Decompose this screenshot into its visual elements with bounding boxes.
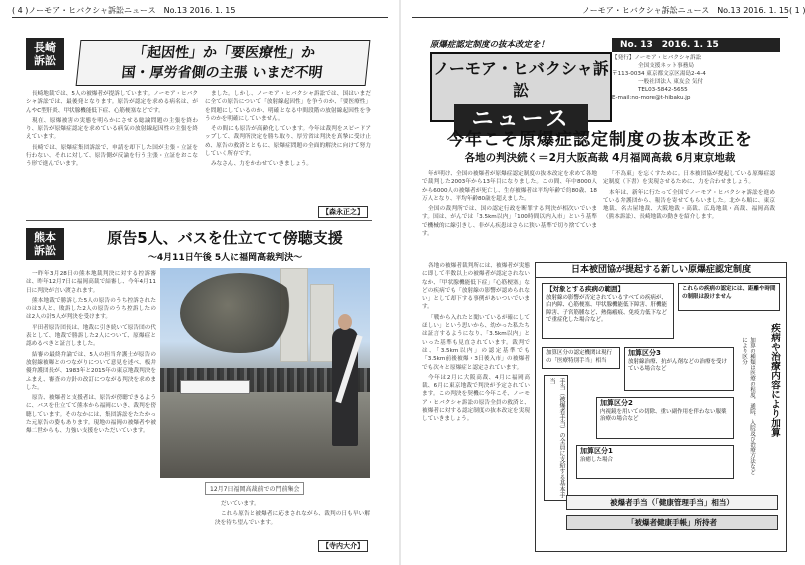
publisher-line: 一般社団法人 東友会 気付 bbox=[638, 79, 704, 85]
main-headline: 今年こそ原爆症認定制度の抜本改正を bbox=[447, 130, 753, 150]
diagram-bottom-bar-1: 被爆者手当（「健康管理手当」相当） bbox=[566, 495, 778, 510]
paragraph: 平田者原告団長は、地裁に引き続いて原告団の代表として、地裁で勝訴した2人について、原爆症と認めるべきと証言しました。 bbox=[26, 324, 156, 348]
diagram-target-box bbox=[542, 283, 674, 339]
building-shape bbox=[310, 284, 334, 362]
vertical-right-text: 加算の種類は医療の程度、通院、入院及び治療方法などにより区分 bbox=[741, 337, 755, 475]
diagram-target-title: 【対象とする疾病の範囲】 bbox=[546, 285, 624, 293]
paragraph: 年が明け、全国の被爆者が原爆症認定制度の抜本改定を求めて各地で裁判した2003年から13年目になりました。この間、年中8000人から6000人の被爆者が死亡し、生存被爆者は平均年齢で約80歳、18万人となり、平均年齢80歳を超えました。 bbox=[422, 171, 597, 202]
paragraph: 長崎では、原爆症集団訴訟で、申請を却下した国が主張・立証を行わない、それに対して、原告側が反論を行う主張・立証をおこなう形で進んでいます。 bbox=[26, 144, 198, 168]
nagasaki-headline-line2: 国・厚労省側の主張 いまだ不明 bbox=[120, 65, 324, 81]
level1-text: 治癒した場合 bbox=[580, 456, 614, 463]
kicker-text: 原爆症認定制度の抜本改定を！ bbox=[430, 40, 550, 50]
sub-headline: 各地の判決続く＝2月大阪高裁 4月福岡高裁 6月東京地裁 bbox=[464, 152, 736, 164]
diagram-note-box: これらの疾病の認定には、距離や時間の制限は設けません bbox=[678, 283, 780, 311]
publisher-info bbox=[612, 54, 772, 102]
paragraph: 結審の最終弁論では、5人の担当弁護士が原告の放射線被曝とのつながりについて意見を述べ、板井優弁護団長が、1983年と2015年の東京地裁判決をふまえ、審査の方針の改訂につながる判決を求めました。 bbox=[26, 351, 156, 391]
main-body-column-2 bbox=[603, 170, 775, 260]
section-divider bbox=[26, 220, 372, 221]
banner-shape bbox=[180, 380, 250, 394]
masthead-line2: ニュース bbox=[454, 104, 588, 136]
nagasaki-label-line2: 訴訟 bbox=[34, 54, 56, 67]
paragraph: 今年は2月に大阪高裁、4月に福岡高裁、6月に東京地裁で判決が予定されています。この判決を契機に今年こそ、ノーモア・ヒバクシャ訴訟の原告全員の救済と、被爆者に対する認定制度の抜本改定を実現していきましょう。 bbox=[422, 374, 530, 423]
nagasaki-label-line1: 長崎 bbox=[34, 41, 56, 54]
level1-title: 加算区分1 bbox=[580, 447, 613, 455]
diagram-level-3 bbox=[624, 347, 734, 391]
kumamoto-column-1 bbox=[26, 270, 156, 550]
paragraph: 長崎地裁では、5人の被爆者が提訴しています。ノーモア・ヒバクシャ訴訟では、最後発となります。原告が認定を求める病名は、がんやC型肝炎、甲状腺機能低下症、心筋梗塞などです。 bbox=[26, 91, 198, 114]
masthead bbox=[430, 52, 612, 132]
masthead-line1: ノーモア・ヒバクシャ訴訟 bbox=[433, 59, 609, 100]
diagram-level-1 bbox=[576, 445, 734, 479]
right-page-number: ( 1 ) bbox=[789, 6, 805, 15]
nagasaki-signature: 【森永正之】 bbox=[318, 206, 368, 218]
publisher-line: E-mail:no-more@t-hibaku.jp bbox=[612, 95, 691, 101]
nagasaki-label bbox=[26, 38, 64, 70]
vertical-right-title: 疾病や治療内容により加算 bbox=[769, 323, 780, 437]
publisher-line: TEL03-5842-5655 bbox=[638, 87, 688, 93]
right-page-header bbox=[412, 4, 805, 18]
left-page-header bbox=[12, 4, 388, 18]
publisher-line: 【発行】ノーモア・ヒバクシャ訴訟 bbox=[612, 55, 702, 61]
diagram-vertical-left: 手当（被爆者手当）の全員に支給する基本手当 bbox=[544, 375, 568, 501]
left-page-title: ノーモア・ヒバクシャ訴訟ニュース No.13 2016. 1. 15 bbox=[28, 6, 236, 15]
diagram-level-2 bbox=[596, 397, 734, 439]
level2-text: 内視鏡を用いての切除、重い副作用を伴わない服薬治療の場合など bbox=[600, 408, 727, 422]
left-page bbox=[0, 0, 400, 565]
left-page-number: ( 4 ) bbox=[12, 6, 29, 15]
kumamoto-label-line1: 熊本 bbox=[34, 231, 56, 244]
photo-caption: 12月7日福岡高裁前での門前集会 bbox=[205, 482, 304, 495]
publisher-line: 全国支援ネット事務局 bbox=[638, 63, 694, 69]
level3-title: 加算区分3 bbox=[628, 349, 661, 357]
certification-diagram bbox=[535, 262, 787, 552]
right-page-title: ノーモア・ヒバクシャ訴訟ニュース No.13 2016. 1. 15 bbox=[582, 6, 790, 15]
level2-title: 加算区分2 bbox=[600, 399, 633, 407]
diagram-certified-note: 加算区分の認定機関は現行の「医療特別手当」相当 bbox=[542, 347, 620, 369]
nagasaki-headline bbox=[76, 40, 371, 86]
paragraph: 「戦から入れたと聞いているが確にしてほしい」という思いから、幼かった私たちは証言するようになり、「3.5km以内」といった基準も見直されています。裁判では、「3.5km以内」の認定基準でも「3.5km前後被爆・3日後入市」の被爆者でも次々と原爆症と認定されています。 bbox=[422, 314, 530, 371]
kumamoto-subheadline: ～4月11日午後 5人に福岡高裁判決～ bbox=[147, 253, 303, 263]
level3-text: 放射線治療、抗がん剤などの治療を受けている場合など bbox=[628, 358, 728, 372]
paragraph: ました。しかし、ノーモア・ヒバクシャ訴訟では、国はいまだに全ての原告について「放射線起因性」を争うのか、「要医療性」を問題にしているのか、明確となる中間段階の放射線起因性を争うのかを明確にしていません。 bbox=[205, 91, 371, 122]
paragraph: 現在、原爆被害の実態を明らかにさせる総論問題の主張を終わり、原告が原爆症認定を求めている病気の放射線起因性の主張を終えています。 bbox=[26, 117, 198, 141]
kumamoto-label bbox=[26, 228, 64, 260]
main-body-column-1 bbox=[422, 170, 597, 260]
kumamoto-headline: 原告5人、バスを仕立てて傍聴支援 bbox=[107, 229, 343, 247]
kumamoto-signature: 【寺内大介】 bbox=[318, 540, 368, 552]
right-page bbox=[400, 0, 805, 565]
tree-shape bbox=[180, 273, 300, 353]
paragraph: 各地の被爆者裁判所には、被爆者が実態に即して半数以上の被爆者が認定されないなか、「甲状腺機能低下症」「心筋梗塞」などの疾病でも「放射線の影響が認められない」として却下する事例があいついでいます。 bbox=[422, 263, 530, 311]
paragraph: 原告、被爆者と支援者は、原告が傍聴できるように、バスを仕立てて熊本から福岡にいき、裁判を傍聴しています。そのなかには、集団訴訟をたたかった元原告の姿もあります。現地の福岡の被爆者や被爆二世からも、力強い支援をいただいています。 bbox=[26, 395, 156, 435]
nagasaki-column-1 bbox=[26, 90, 198, 216]
paragraph: その間にも原告が高齢化しています。今年は裁判をスピードアップして、裁判所決定を勝ち取り、厚労省は判決を真摯に受け止め、原告の救済とともに、原爆症問題の全面的解決に向けて努力していく所存です。 bbox=[205, 126, 371, 158]
paragraph: 「不為東」を忘くすために。日本被団協が提起している原爆症認定制度（下書）を実現させるために、力を合わせましょう。 bbox=[603, 171, 775, 186]
paragraph: 本年は、新年に行たって全国でノーモア・ヒバクシャ訴訟を進めている弁護団から、報告を寄せてもらいました。北から順に、東京地裁、名古屋地裁、大阪地裁・高裁、広島地裁・高裁、福岡高裁（熊本訴訟）、長崎地裁の動きを紹介します。 bbox=[603, 189, 775, 221]
diagram-title: 日本被団協が提起する新しい原爆症認定制度 bbox=[536, 263, 786, 278]
kumamoto-label-line2: 訴訟 bbox=[34, 244, 56, 257]
paragraph: だいています。 bbox=[221, 501, 260, 507]
kumamoto-column-2 bbox=[215, 500, 370, 530]
nagasaki-column-2 bbox=[205, 90, 371, 210]
paragraph: みなさん、力をかわせていきましょう。 bbox=[211, 161, 313, 168]
main-body-column-3 bbox=[422, 262, 530, 552]
publisher-line: 〒113-0034 東京都文京区湯島2-4-4 bbox=[612, 71, 706, 77]
paragraph: 全国の裁判所では、国の認定行政を断罪する判決が相次いでいます。国は、がんでは「3.5km以内」「100時間以内入市」という基準で機械的に線引きし、非がん疾患はさらに狭い基準で切り捨てています。 bbox=[422, 206, 597, 238]
diagram-target-text: 放射線の影響が否定されているすべての疾病が、白内障、心筋梗塞、甲状腺機能低下障害、肝機能障害、子宮筋腫など、熱傷瘢痕、免疫力低下などで重症化した場合など。 bbox=[546, 294, 668, 323]
nagasaki-headline-line1: 「起因性」か「要医療性」か bbox=[132, 45, 316, 61]
diagram-vertical-right bbox=[740, 323, 780, 487]
diagram-bottom-bar-2: 「被爆者健康手帳」所持者 bbox=[566, 515, 778, 530]
issue-number: No. 13 2016. 1. 15 bbox=[612, 38, 780, 52]
paragraph: 一昨年3月28日の熊本地裁判決に対する控訴審は、昨年12月7日に福岡高裁で結審し、今年4月11日に判決が言い渡されます。 bbox=[26, 271, 156, 294]
rally-photo bbox=[160, 268, 370, 478]
paragraph: これら原告と被爆者に応まされながら、裁判の日も早い解決を待ち望んでいます。 bbox=[215, 511, 370, 526]
paragraph: 熊本地裁で勝訴した5人の原告のうち控訴されたのは3人と、敗訴した2人の原告のうち控訴したのは2人の計5人が判決を受けます。 bbox=[26, 297, 156, 321]
